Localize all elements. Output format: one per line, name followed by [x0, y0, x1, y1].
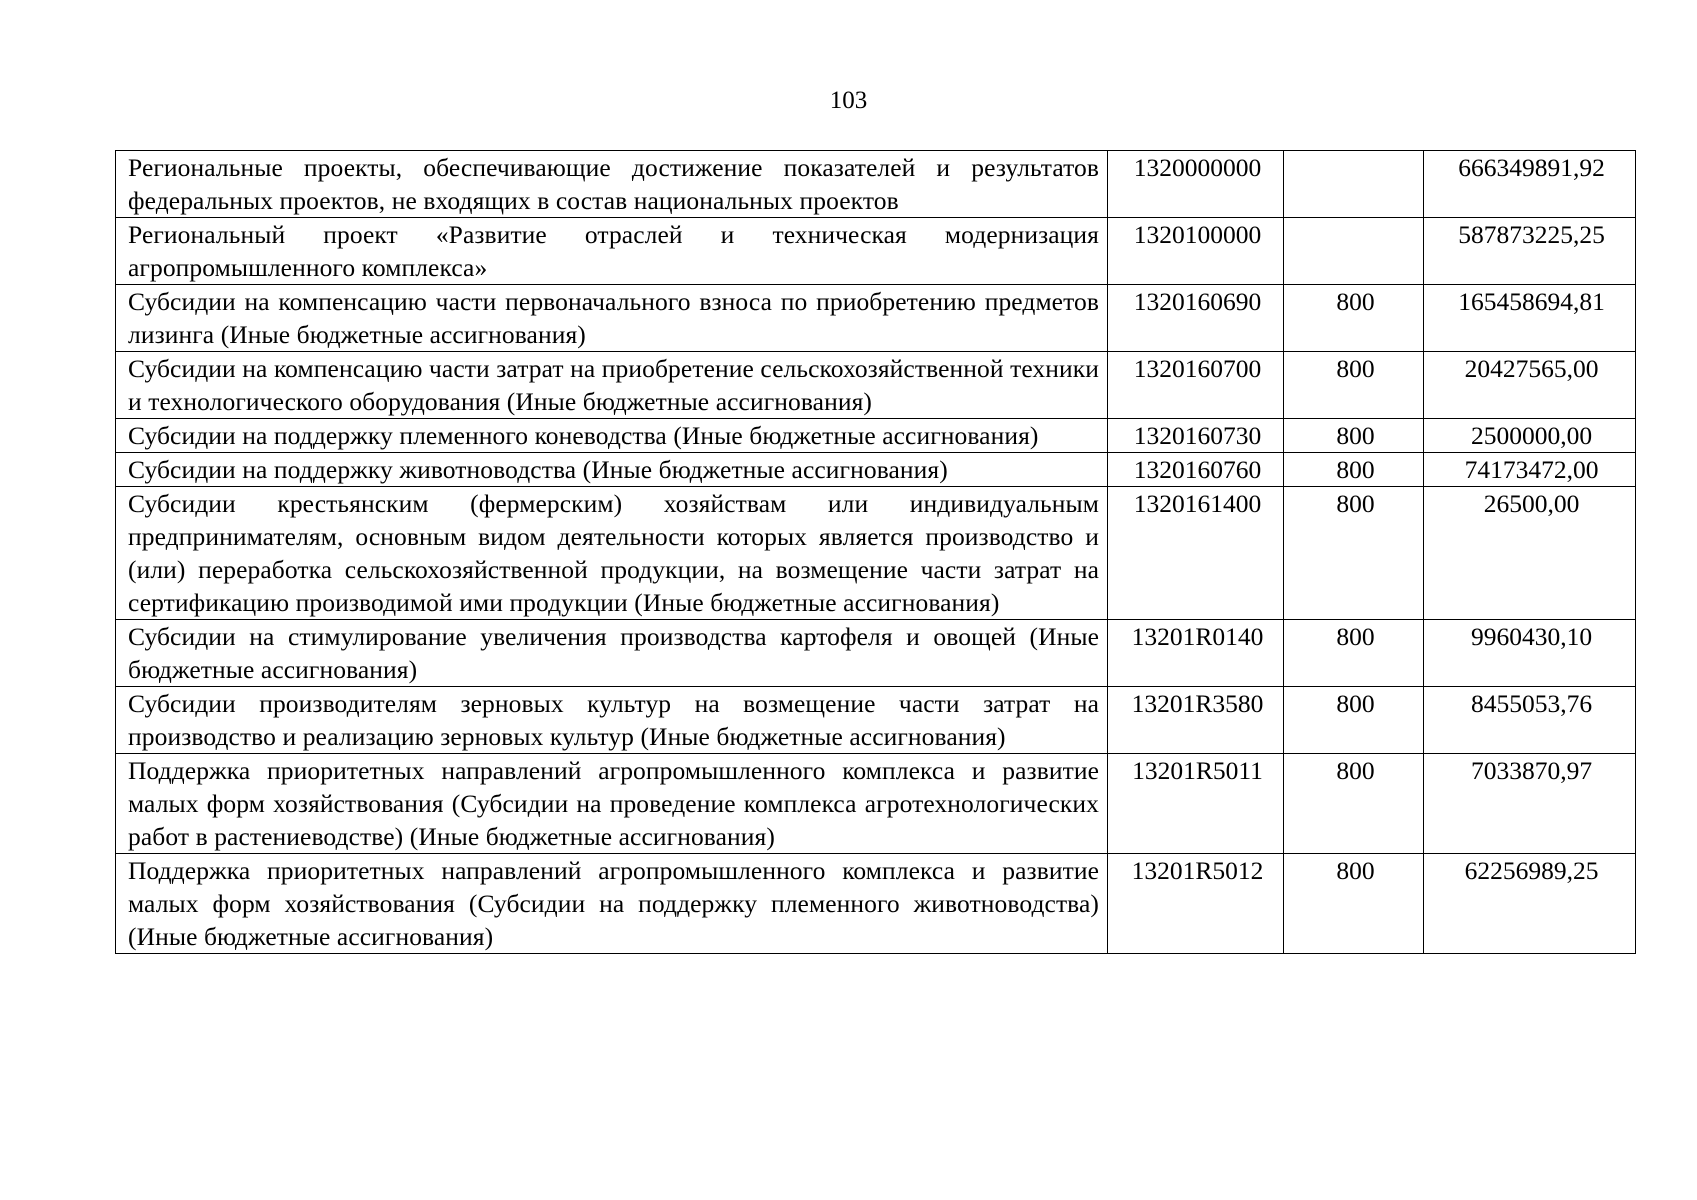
expense-name-cell: Поддержка приоритетных направлений агропромышленного комплекса и развитие малых форм хозяйствования (Субсидии на поддержку племенного животноводства) (Иные бюджетные ассигнования)	[116, 854, 1108, 954]
expense-type-cell	[1284, 218, 1424, 285]
table-row	[116, 218, 1636, 285]
expense-type-cell: 800	[1284, 620, 1424, 687]
expense-type-cell: 800	[1284, 419, 1424, 453]
target-code-cell: 1320161400	[1108, 487, 1284, 620]
expense-name-cell: Субсидии крестьянским (фермерским) хозяйствам или индивидуальным предпринимателям, основным видом деятельности которых является производство и (или) переработка сельскохозяйственной продукции, на возмещение части затрат на сертификацию производимой ими продукции (Иные бюджетные ассигнования)	[116, 487, 1108, 620]
expense-type-cell: 800	[1284, 487, 1424, 620]
expense-name-cell: Субсидии на поддержку племенного коневодства (Иные бюджетные ассигнования)	[116, 419, 1108, 453]
expense-type-cell: 800	[1284, 453, 1424, 487]
amount-cell: 2500000,00	[1424, 419, 1636, 453]
amount-cell: 666349891,92	[1424, 151, 1636, 218]
table-row	[116, 854, 1636, 954]
target-code-cell: 13201R5011	[1108, 754, 1284, 854]
target-code-cell: 1320160730	[1108, 419, 1284, 453]
amount-cell: 62256989,25	[1424, 854, 1636, 954]
expense-name-cell: Субсидии на стимулирование увеличения производства картофеля и овощей (Иные бюджетные ассигнования)	[116, 620, 1108, 687]
expense-name-cell: Региональные проекты, обеспечивающие достижение показателей и результатов федеральных проектов, не входящих в состав национальных проектов	[116, 151, 1108, 218]
table-row	[116, 352, 1636, 419]
expense-type-cell: 800	[1284, 854, 1424, 954]
expense-type-cell	[1284, 151, 1424, 218]
expense-type-cell: 800	[1284, 352, 1424, 419]
target-code-cell: 13201R3580	[1108, 687, 1284, 754]
amount-cell: 8455053,76	[1424, 687, 1636, 754]
budget-table	[115, 150, 1636, 954]
amount-cell: 74173472,00	[1424, 453, 1636, 487]
target-code-cell: 1320160760	[1108, 453, 1284, 487]
table-row	[116, 620, 1636, 687]
expense-name-cell: Поддержка приоритетных направлений агропромышленного комплекса и развитие малых форм хозяйствования (Субсидии на проведение комплекса агротехнологических работ в растениеводстве) (Иные бюджетные ассигнования)	[116, 754, 1108, 854]
expense-name-cell: Субсидии на компенсацию части первоначального взноса по приобретению предметов лизинга (Иные бюджетные ассигнования)	[116, 285, 1108, 352]
table-row	[116, 687, 1636, 754]
expense-name-cell: Региональный проект «Развитие отраслей и техническая модернизация агропромышленного комплекса»	[116, 218, 1108, 285]
target-code-cell: 13201R5012	[1108, 854, 1284, 954]
table-row	[116, 151, 1636, 218]
target-code-cell: 1320000000	[1108, 151, 1284, 218]
target-code-cell: 13201R0140	[1108, 620, 1284, 687]
expense-type-cell: 800	[1284, 754, 1424, 854]
table-row	[116, 419, 1636, 453]
amount-cell: 9960430,10	[1424, 620, 1636, 687]
amount-cell: 7033870,97	[1424, 754, 1636, 854]
budget-table-body	[116, 151, 1636, 954]
expense-type-cell: 800	[1284, 687, 1424, 754]
table-row	[116, 453, 1636, 487]
target-code-cell: 1320160700	[1108, 352, 1284, 419]
amount-cell: 20427565,00	[1424, 352, 1636, 419]
target-code-cell: 1320100000	[1108, 218, 1284, 285]
expense-name-cell: Субсидии производителям зерновых культур на возмещение части затрат на производство и реализацию зерновых культур (Иные бюджетные ассигнования)	[116, 687, 1108, 754]
target-code-cell: 1320160690	[1108, 285, 1284, 352]
expense-type-cell: 800	[1284, 285, 1424, 352]
table-row	[116, 487, 1636, 620]
expense-name-cell: Субсидии на компенсацию части затрат на приобретение сельскохозяйственной техники и технологического оборудования (Иные бюджетные ассигнования)	[116, 352, 1108, 419]
page-number: 103	[829, 87, 868, 114]
amount-cell: 165458694,81	[1424, 285, 1636, 352]
amount-cell: 26500,00	[1424, 487, 1636, 620]
table-row	[116, 754, 1636, 854]
table-row	[116, 285, 1636, 352]
amount-cell: 587873225,25	[1424, 218, 1636, 285]
expense-name-cell: Субсидии на поддержку животноводства (Иные бюджетные ассигнования)	[116, 453, 1108, 487]
